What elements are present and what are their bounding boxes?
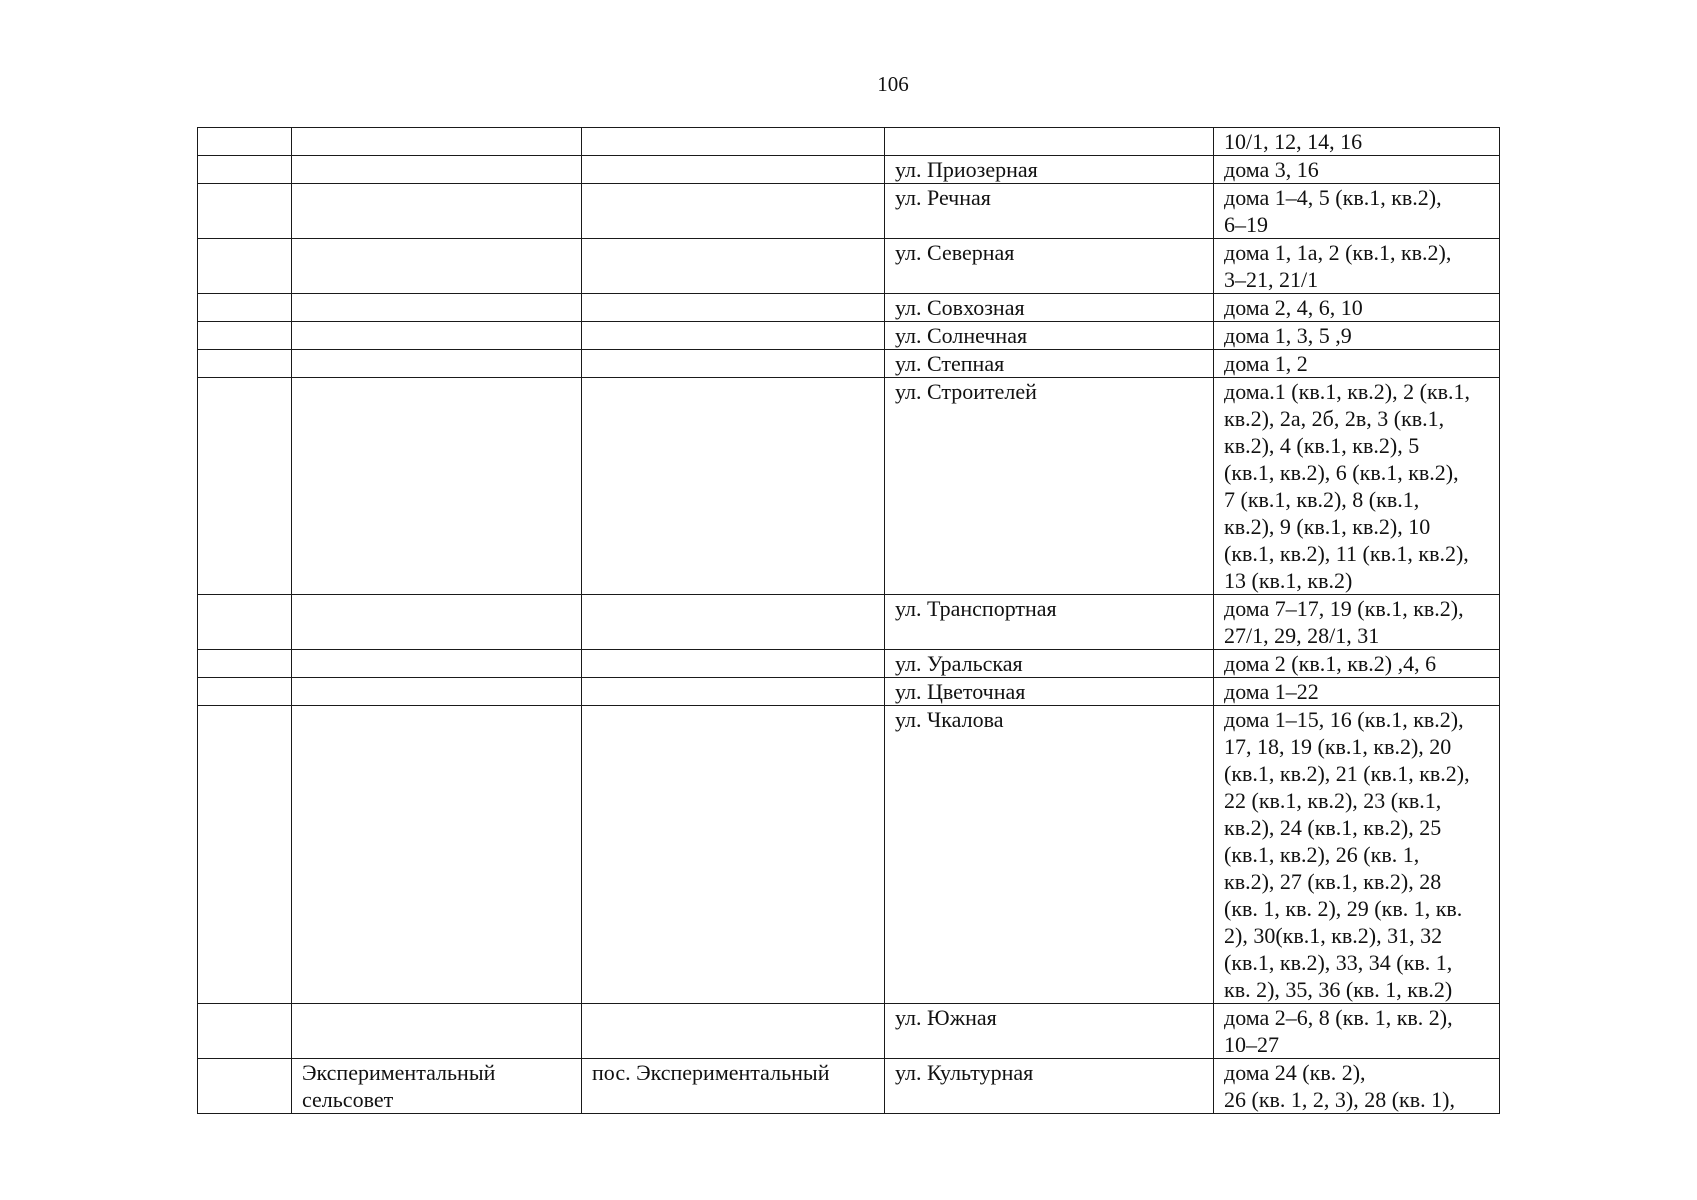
council-cell	[292, 239, 582, 294]
settlement-cell	[582, 128, 885, 156]
houses-line: (кв.1, кв.2), 6 (кв.1, кв.2),	[1224, 460, 1459, 485]
council-cell	[292, 378, 582, 595]
table-row	[198, 650, 1500, 678]
settlement-cell	[582, 184, 885, 239]
houses-line: дома 1, 2	[1224, 351, 1308, 376]
index-cell	[198, 184, 292, 239]
houses-line: (кв.1, кв.2), 26 (кв. 1,	[1224, 842, 1420, 867]
address-table	[197, 127, 1500, 1114]
council-cell	[292, 350, 582, 378]
table-row	[198, 294, 1500, 322]
table-row	[198, 678, 1500, 706]
table-row	[198, 706, 1500, 1004]
index-cell	[198, 294, 292, 322]
council-cell	[292, 1004, 582, 1059]
table-row	[198, 595, 1500, 650]
settlement-cell	[582, 156, 885, 184]
council-cell	[292, 156, 582, 184]
houses-line: кв.2), 27 (кв.1, кв.2), 28	[1224, 869, 1442, 894]
settlement-cell	[582, 378, 885, 595]
street-cell: ул. Чкалова	[885, 706, 1214, 1004]
index-cell	[198, 156, 292, 184]
street-cell: ул. Совхозная	[885, 294, 1214, 322]
council-cell	[292, 322, 582, 350]
settlement-cell	[582, 1004, 885, 1059]
houses-cell	[1214, 184, 1500, 239]
council-cell	[292, 128, 582, 156]
index-cell	[198, 650, 292, 678]
council-cell	[292, 706, 582, 1004]
houses-cell	[1214, 350, 1500, 378]
council-cell	[292, 595, 582, 650]
index-cell	[198, 322, 292, 350]
street-cell: ул. Уральская	[885, 650, 1214, 678]
index-cell	[198, 128, 292, 156]
table-row	[198, 239, 1500, 294]
houses-line: дома 2, 4, 6, 10	[1224, 295, 1363, 320]
settlement-cell	[582, 294, 885, 322]
houses-line: (кв.1, кв.2), 21 (кв.1, кв.2),	[1224, 761, 1470, 786]
houses-line: 17, 18, 19 (кв.1, кв.2), 20	[1224, 734, 1452, 759]
houses-line: (кв. 1, кв. 2), 29 (кв. 1, кв.	[1224, 896, 1463, 921]
houses-cell	[1214, 1059, 1500, 1114]
settlement-cell	[582, 678, 885, 706]
street-cell: ул. Культурная	[885, 1059, 1214, 1114]
houses-cell	[1214, 378, 1500, 595]
street-cell: ул. Солнечная	[885, 322, 1214, 350]
table-row	[198, 156, 1500, 184]
houses-line: дома 1–22	[1224, 679, 1319, 704]
table-row	[198, 184, 1500, 239]
houses-cell	[1214, 294, 1500, 322]
table-row	[198, 1059, 1500, 1114]
houses-line: (кв.1, кв.2), 11 (кв.1, кв.2),	[1224, 541, 1469, 566]
table-row	[198, 128, 1500, 156]
street-cell: ул. Речная	[885, 184, 1214, 239]
houses-line: дома 3, 16	[1224, 157, 1319, 182]
houses-cell	[1214, 706, 1500, 1004]
street-cell: ул. Строителей	[885, 378, 1214, 595]
council-cell	[292, 294, 582, 322]
houses-line: 7 (кв.1, кв.2), 8 (кв.1,	[1224, 487, 1420, 512]
council-cell	[292, 650, 582, 678]
settlement-cell	[582, 650, 885, 678]
index-cell	[198, 350, 292, 378]
settlement-cell: пос. Экспериментальный	[582, 1059, 885, 1114]
street-cell: ул. Транспортная	[885, 595, 1214, 650]
houses-line: 6–19	[1224, 212, 1268, 237]
houses-line: кв.2), 24 (кв.1, кв.2), 25	[1224, 815, 1442, 840]
settlement-cell	[582, 322, 885, 350]
houses-line: дома 24 (кв. 2),	[1224, 1060, 1366, 1085]
index-cell	[198, 706, 292, 1004]
street-cell: ул. Степная	[885, 350, 1214, 378]
street-cell: ул. Цветочная	[885, 678, 1214, 706]
settlement-cell	[582, 595, 885, 650]
houses-line: дома 1, 1а, 2 (кв.1, кв.2),	[1224, 240, 1452, 265]
index-cell	[198, 239, 292, 294]
houses-cell	[1214, 156, 1500, 184]
table-row	[198, 1004, 1500, 1059]
council-cell	[292, 184, 582, 239]
council-cell: Экспериментальный сельсовет	[292, 1059, 582, 1114]
houses-line: дома.1 (кв.1, кв.2), 2 (кв.1,	[1224, 379, 1471, 404]
houses-line: дома 2–6, 8 (кв. 1, кв. 2),	[1224, 1005, 1453, 1030]
houses-cell	[1214, 322, 1500, 350]
houses-line: (кв.1, кв.2), 33, 34 (кв. 1,	[1224, 950, 1453, 975]
index-cell	[198, 1059, 292, 1114]
houses-line: 10–27	[1224, 1032, 1279, 1057]
address-table-body	[198, 128, 1500, 1114]
index-cell	[198, 595, 292, 650]
table-row	[198, 378, 1500, 595]
houses-cell	[1214, 678, 1500, 706]
settlement-cell	[582, 706, 885, 1004]
houses-line: 3–21, 21/1	[1224, 267, 1319, 292]
houses-line: 26 (кв. 1, 2, 3), 28 (кв. 1),	[1224, 1087, 1455, 1112]
table-row	[198, 322, 1500, 350]
index-cell	[198, 678, 292, 706]
street-cell: ул. Приозерная	[885, 156, 1214, 184]
index-cell	[198, 1004, 292, 1059]
houses-line: дома 2 (кв.1, кв.2) ,4, 6	[1224, 651, 1437, 676]
table-row	[198, 350, 1500, 378]
houses-line: дома 1–15, 16 (кв.1, кв.2),	[1224, 707, 1464, 732]
houses-cell	[1214, 595, 1500, 650]
houses-line: кв.2), 4 (кв.1, кв.2), 5	[1224, 433, 1420, 458]
houses-line: кв. 2), 35, 36 (кв. 1, кв.2)	[1224, 977, 1453, 1002]
street-cell	[885, 128, 1214, 156]
houses-line: 2), 30(кв.1, кв.2), 31, 32	[1224, 923, 1443, 948]
houses-line: 27/1, 29, 28/1, 31	[1224, 623, 1380, 648]
street-cell: ул. Южная	[885, 1004, 1214, 1059]
houses-cell	[1214, 239, 1500, 294]
houses-line: кв.2), 2а, 2б, 2в, 3 (кв.1,	[1224, 406, 1445, 431]
houses-line: 13 (кв.1, кв.2)	[1224, 568, 1353, 593]
settlement-cell	[582, 239, 885, 294]
index-cell	[198, 378, 292, 595]
houses-line: 10/1, 12, 14, 16	[1224, 129, 1363, 154]
houses-line: дома 1, 3, 5 ,9	[1224, 323, 1352, 348]
houses-line: дома 7–17, 19 (кв.1, кв.2),	[1224, 596, 1464, 621]
council-cell	[292, 678, 582, 706]
houses-cell	[1214, 650, 1500, 678]
houses-cell	[1214, 128, 1500, 156]
page-number: 106	[877, 72, 909, 96]
houses-cell	[1214, 1004, 1500, 1059]
houses-line: кв.2), 9 (кв.1, кв.2), 10	[1224, 514, 1431, 539]
houses-line: дома 1–4, 5 (кв.1, кв.2),	[1224, 185, 1442, 210]
settlement-cell	[582, 350, 885, 378]
street-cell: ул. Северная	[885, 239, 1214, 294]
houses-line: 22 (кв.1, кв.2), 23 (кв.1,	[1224, 788, 1442, 813]
